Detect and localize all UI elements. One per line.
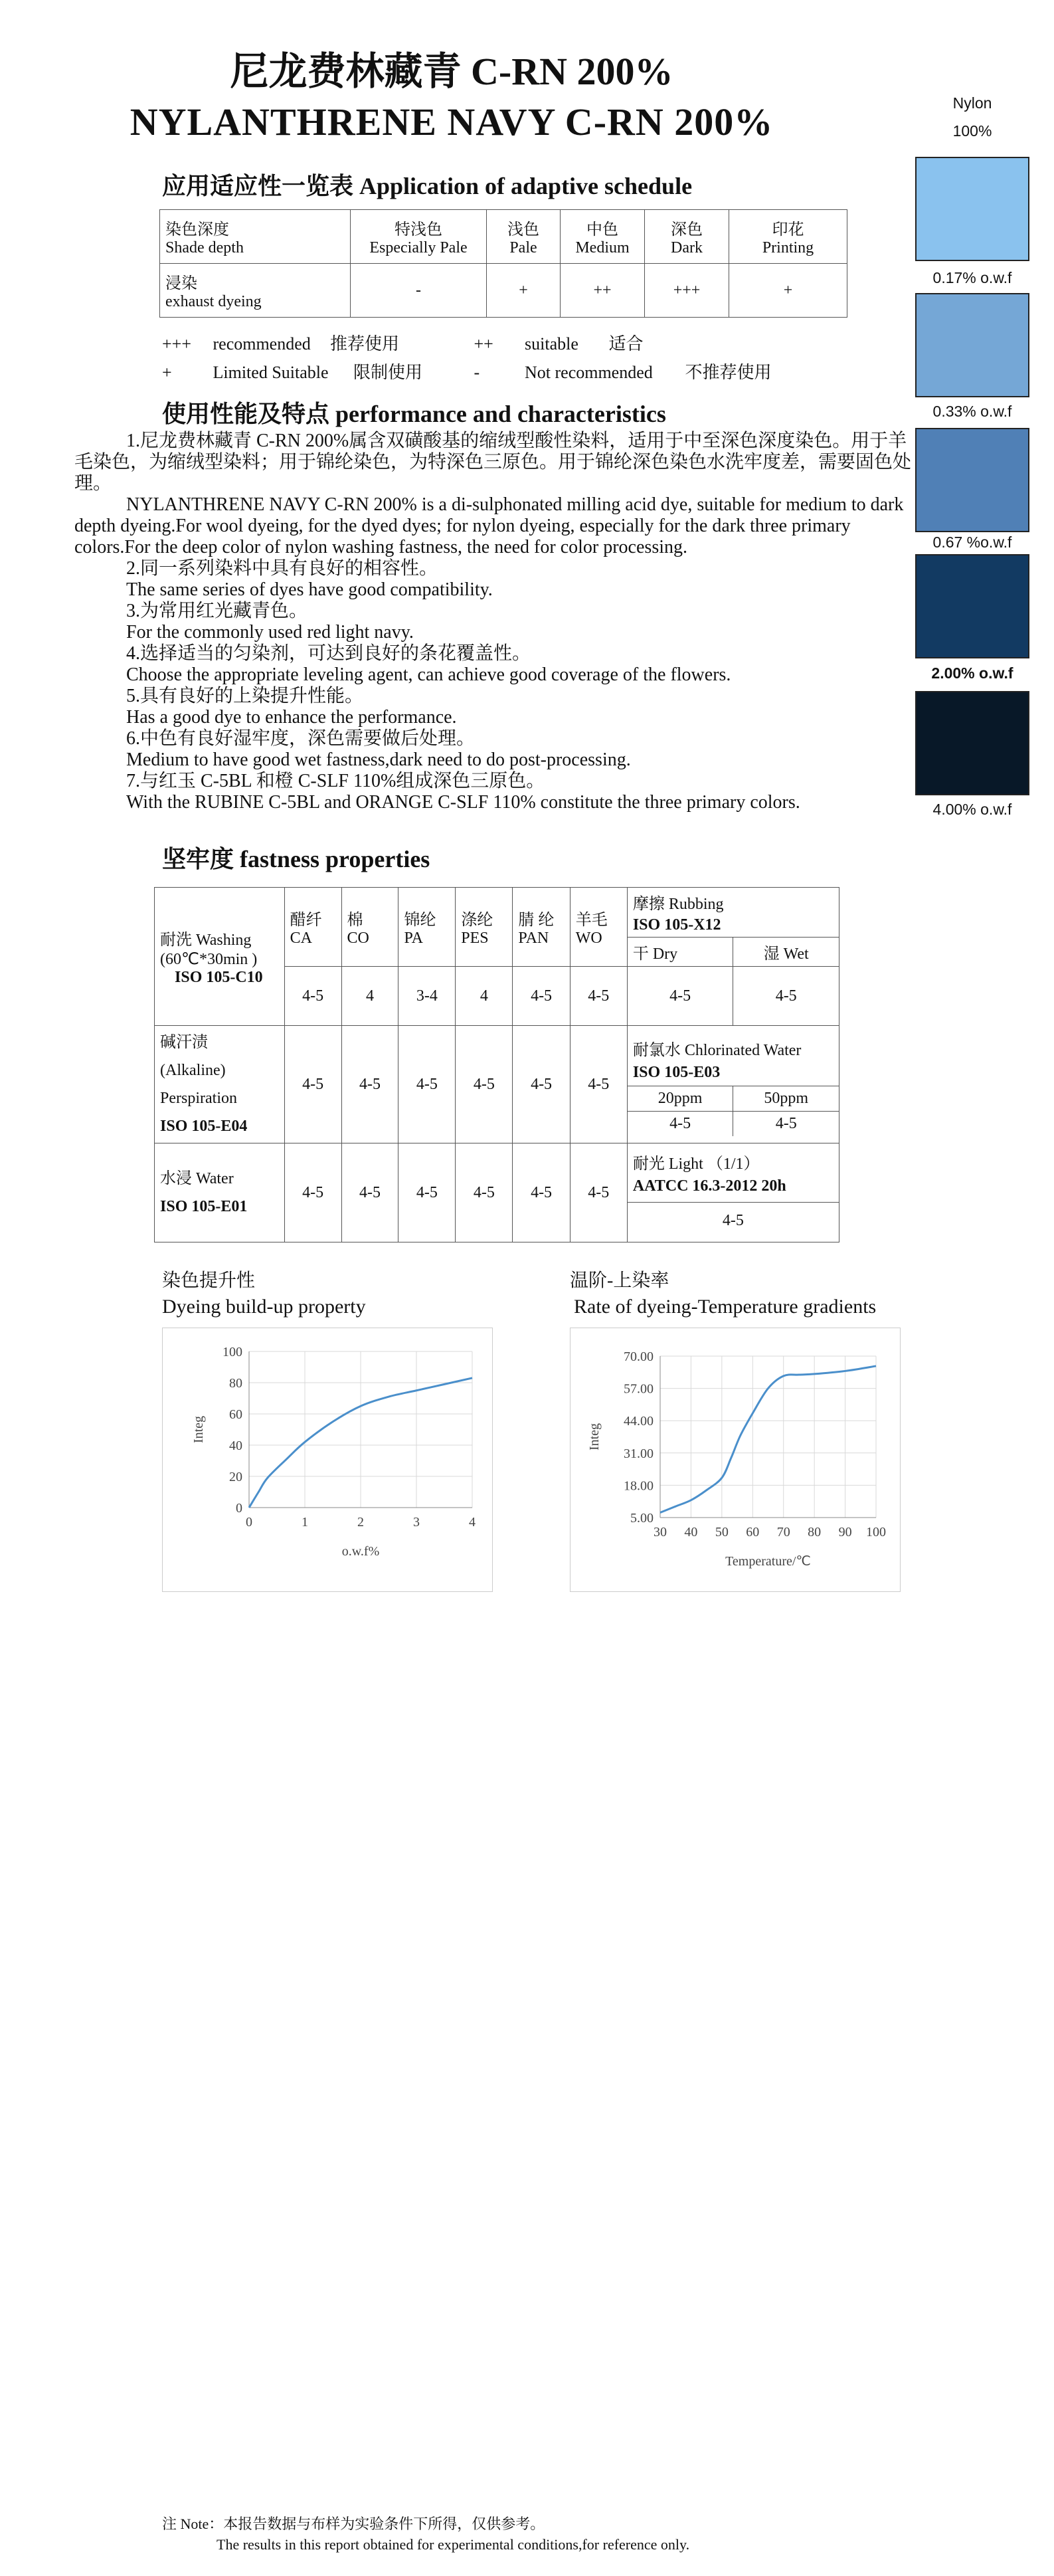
x-tick-label: 0: [246, 1515, 252, 1530]
item-cn: 4.选择适当的匀染剂，可达到良好的条花覆盖性。: [126, 643, 531, 664]
rubbing-dry-value: 4-5: [627, 967, 733, 1026]
item-en: With the RUBINE C-5BL and ORANGE C-SLF 110% constitute the three primary colors.: [126, 792, 800, 813]
header-dark: 深色 Dark: [645, 210, 729, 264]
cell-value: ++: [561, 264, 645, 318]
swatch-1: [915, 293, 1029, 397]
item-cn: 5.具有良好的上染提升性能。: [126, 686, 364, 706]
perspiration-label: 碱汗渍 (Alkaline) Perspiration ISO 105-E04: [155, 1026, 285, 1143]
swatch-0: [915, 157, 1029, 261]
cell-value: 4-5: [456, 1143, 513, 1242]
cell-value: 4-5: [456, 1026, 513, 1143]
x-tick-label: 2: [357, 1515, 364, 1530]
buildup-chart-svg: [163, 1328, 492, 1591]
light-value: 4-5: [628, 1202, 839, 1239]
row-exhaust-dyeing: 浸染 exhaust dyeing: [160, 264, 351, 318]
cell-value: +: [729, 264, 847, 318]
cell-value: 4-5: [570, 967, 627, 1026]
y-tick-label: 0: [236, 1501, 242, 1516]
x-tick-label: 90: [838, 1525, 852, 1539]
x-tick-label: 1: [302, 1515, 308, 1530]
note-en: The results in this report obtained for experimental conditions,for reference only.: [217, 2536, 690, 2553]
y-tick-label: 70.00: [624, 1349, 654, 1364]
cell-value: 4: [456, 967, 513, 1026]
cell-value: 4-5: [284, 1026, 341, 1143]
x-tick-label: 60: [746, 1525, 760, 1539]
x-tick-label: 40: [684, 1525, 698, 1539]
legend-row-1: +++ recommended 推荐使用 ++ suitable 适合: [162, 334, 644, 353]
item-en: The same series of dyes have good compatibility.: [126, 579, 493, 600]
rubbing-dry-label: 干 Dry: [628, 938, 734, 966]
x-axis-label: o.w.f%: [341, 1544, 380, 1559]
item-en: Has a good dye to enhance the performance.: [126, 707, 457, 728]
legend-row-2: + Limited Suitable 限制使用 - Not recommended 不推荐使用: [162, 363, 772, 382]
y-tick-label: 57.00: [624, 1381, 654, 1397]
series-line: [660, 1366, 876, 1513]
rubbing-wet-label: 湿 Wet: [763, 945, 809, 963]
item-en: Choose the appropriate leveling agent, can achieve good coverage of the flowers.: [126, 664, 731, 685]
item-en: For the commonly used red light navy.: [126, 622, 414, 643]
paragraph-1-cn: 1.尼龙费林藏青 C-RN 200%属含双磺酸基的缩绒型酸性染料，适用于中至深色深度染色。用于羊毛染色，为缩绒型染料；用于锦纶染色，为特深色三原色。用于锦纶深色染色水洗牢度差，需要固色处理。: [74, 431, 912, 494]
header-medium: 中色 Medium: [561, 210, 645, 264]
header-shade-depth: 染色深度 Shade depth: [160, 210, 351, 264]
fiber-header-wo: 羊毛 WO: [570, 888, 627, 967]
swatch-header-percent: 100%: [952, 122, 992, 140]
chlorinated-block: 耐氯水 Chlorinated Water ISO 105-E03 20ppm 50ppm 4-5 4-5: [627, 1026, 839, 1143]
rubbing-header: 摩擦 Rubbing ISO 105-X12 干 Dry 湿 Wet: [627, 888, 839, 967]
x-tick-label: 4: [469, 1515, 476, 1530]
cell-value: 4-5: [513, 1026, 570, 1143]
item-cn: 2.同一系列染料中具有良好的相容性。: [126, 558, 438, 579]
cell-value: 4: [341, 967, 398, 1026]
temperature-title-cn: 温阶-上染率: [570, 1270, 669, 1291]
cell-value: +: [487, 264, 561, 318]
chlorinated-20ppm-value: 4-5: [628, 1112, 734, 1136]
table-row: [155, 1143, 839, 1242]
cell-value: 4-5: [341, 1026, 398, 1143]
cell-value: 4-5: [398, 1143, 456, 1242]
temperature-chart-svg: [571, 1328, 900, 1591]
swatch-3: [915, 554, 1029, 658]
application-table: [159, 209, 847, 318]
item-cn: 3.为常用红光藏青色。: [126, 601, 308, 621]
x-tick-label: 3: [413, 1515, 420, 1530]
fiber-header-co: 棉 CO: [341, 888, 398, 967]
y-tick-label: 20: [229, 1470, 242, 1484]
y-tick-label: 40: [229, 1438, 242, 1453]
item-cn: 6.中色有良好湿牢度，深色需要做后处理。: [126, 728, 476, 749]
title-en: NYLANTHRENE NAVY C-RN 200%: [130, 100, 774, 144]
cell-value: 4-5: [284, 1143, 341, 1242]
chlorinated-50ppm-value: 4-5: [775, 1115, 797, 1132]
swatch-label: 0.33% o.w.f: [932, 403, 1012, 420]
x-tick-label: 100: [866, 1525, 886, 1539]
swatch-label: 0.67 %o.w.f: [932, 534, 1012, 551]
cell-value: 4-5: [513, 967, 570, 1026]
cell-value: 4-5: [341, 1143, 398, 1242]
y-axis-label: Integ: [587, 1423, 602, 1451]
cell-value: 4-5: [398, 1026, 456, 1143]
swatch-header-fiber: Nylon: [952, 94, 992, 112]
swatch-label: 4.00% o.w.f: [932, 801, 1012, 818]
light-block: 耐光 Light （1/1） AATCC 16.3-2012 20h 4-5: [627, 1143, 839, 1242]
note-cn: 注 Note：本报告数据与布样为实验条件下所得，仅供参考。: [162, 2516, 545, 2532]
header-printing: 印花 Printing: [729, 210, 847, 264]
item-en: Medium to have good wet fastness,dark need to do post-processing.: [126, 749, 631, 770]
buildup-title-cn: 染色提升性: [162, 1270, 256, 1291]
fastness-heading: 坚牢度 fastness properties: [162, 846, 430, 872]
item-cn: 7.与红玉 C-5BL 和橙 C-SLF 110%组成深色三原色。: [126, 771, 545, 791]
swatch-2: [915, 428, 1029, 532]
cell-value: 4-5: [570, 1026, 627, 1143]
swatch-label: 0.17% o.w.f: [932, 269, 1012, 286]
fiber-header-pan: 腈 纶 PAN: [513, 888, 570, 967]
washing-label: 耐洗 Washing (60℃*30min ) ISO 105-C10: [155, 888, 285, 1026]
y-tick-label: 18.00: [624, 1478, 654, 1494]
water-label: 水浸 Water ISO 105-E01: [155, 1143, 285, 1242]
buildup-title-en: Dyeing build-up property: [162, 1296, 366, 1318]
cell-value: 4-5: [570, 1143, 627, 1242]
temperature-title-en: Rate of dyeing-Temperature gradients: [574, 1296, 877, 1318]
y-tick-label: 44.00: [624, 1414, 654, 1429]
cell-value: 4-5: [284, 967, 341, 1026]
y-tick-label: 100: [222, 1345, 242, 1359]
performance-heading: 使用性能及特点 performance and characteristics: [162, 401, 666, 427]
chlorinated-50ppm: 50ppm: [764, 1090, 809, 1107]
header-pale: 浅色 Pale: [487, 210, 561, 264]
cell-value: 3-4: [398, 967, 456, 1026]
fiber-header-pa: 锦纶 PA: [398, 888, 456, 967]
table-row: [155, 1026, 839, 1143]
title-cn: 尼龙费林藏青 C-RN 200%: [230, 50, 673, 93]
performance-body: [74, 431, 911, 813]
y-axis-label: Integ: [191, 1415, 206, 1444]
fiber-header-pes: 涤纶 PES: [456, 888, 513, 967]
x-tick-label: 50: [715, 1525, 729, 1539]
fastness-table: [154, 887, 839, 1242]
swatch-4: [915, 691, 1029, 795]
cell-value: 4-5: [513, 1143, 570, 1242]
table-row: [160, 210, 847, 264]
cell-value: -: [351, 264, 487, 318]
cell-value: +++: [645, 264, 729, 318]
table-row: [160, 264, 847, 318]
y-tick-label: 5.00: [630, 1511, 654, 1526]
swatch-label: 2.00% o.w.f: [931, 664, 1013, 682]
y-tick-label: 60: [229, 1407, 242, 1422]
table-row: [155, 888, 839, 967]
x-tick-label: 80: [808, 1525, 822, 1539]
header-especially-pale: 特浅色 Especially Pale: [351, 210, 487, 264]
paragraph-1-en: NYLANTHRENE NAVY C-RN 200% is a di-sulphonated milling acid dye, suitable for medium to dark depth dyeing.For wool dyeing, for the dyed dyes; for nylon dyeing, especially for the dark three primary colors.For the deep color of nylon washing fastness, the need for color processing.: [74, 494, 904, 557]
x-tick-label: 70: [776, 1525, 790, 1539]
fiber-header-ca: 醋纤 CA: [284, 888, 341, 967]
x-axis-label: Temperature/℃: [725, 1554, 811, 1569]
application-heading: 应用适应性一览表 Application of adaptive schedule: [162, 173, 693, 199]
x-tick-label: 30: [654, 1525, 667, 1539]
temperature-chart: [570, 1328, 901, 1592]
y-tick-label: 31.00: [624, 1446, 654, 1461]
y-tick-label: 80: [229, 1376, 242, 1391]
chlorinated-20ppm: 20ppm: [628, 1086, 734, 1111]
buildup-chart: [162, 1328, 493, 1592]
rubbing-wet-value: 4-5: [733, 967, 839, 1026]
